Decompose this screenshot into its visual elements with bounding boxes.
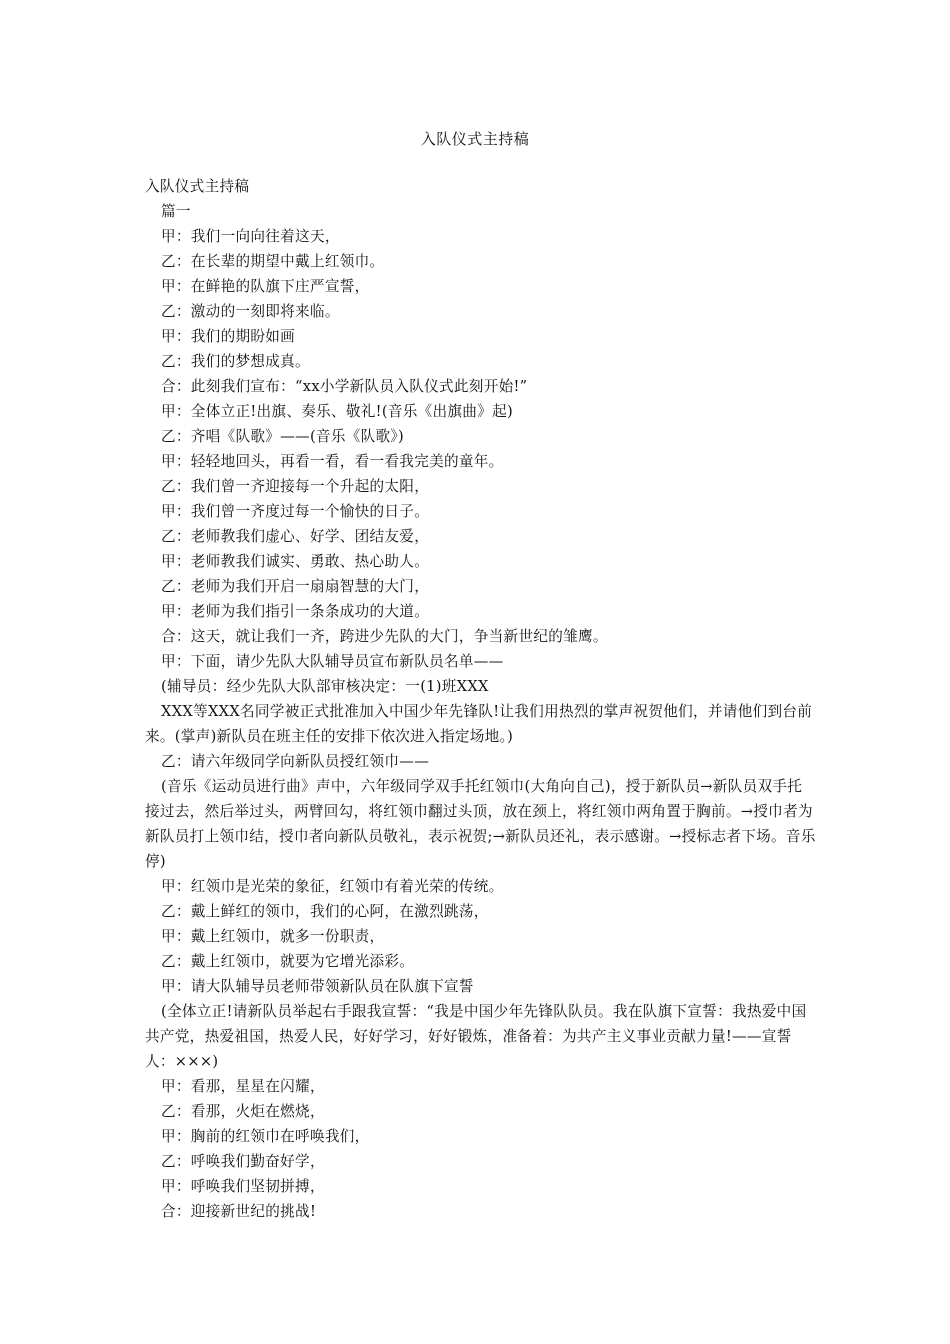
- script-line: 甲：我们曾一齐度过每一个愉快的日子。: [161, 503, 430, 520]
- script-line: 甲：下面，请少先队大队辅导员宣布新队员名单——: [161, 653, 504, 670]
- script-line: 乙：看那，火炬在燃烧，: [161, 1103, 325, 1120]
- script-line: 甲：我们一向向往着这天，: [161, 228, 340, 245]
- script-line: 乙：请六年级同学向新队员授红领巾——: [161, 753, 430, 770]
- script-line: 乙：老师教我们虚心、好学、团结友爱，: [161, 528, 430, 545]
- script-line: 甲：轻轻地回头，再看一看，看一看我完美的童年。: [161, 453, 504, 470]
- script-line: 合：迎接新世纪的挑战!: [161, 1203, 317, 1220]
- script-line: 甲：胸前的红领巾在呼唤我们，: [161, 1128, 370, 1145]
- script-line: 甲：呼唤我们坚韧拼搏，: [161, 1178, 325, 1195]
- script-line: 甲：请大队辅导员老师带领新队员在队旗下宣誓: [161, 978, 474, 995]
- script-line: (辅导员：经少先队大队部审核决定：一(1)班XXX: [161, 678, 489, 695]
- script-line: 乙：戴上鲜红的领巾，我们的心阿，在激烈跳荡，: [161, 903, 489, 920]
- script-line: 甲：看那，星星在闪耀，: [161, 1078, 325, 1095]
- script-line: 乙：激动的一刻即将来临。: [161, 303, 340, 320]
- script-line: 甲：老师为我们指引一条条成功的大道。: [161, 603, 430, 620]
- script-line: 合：此刻我们宣布：“xx小学新队员入队仪式此刻开始!”: [161, 378, 528, 395]
- script-paragraph: (全体立正!请新队员举起右手跟我宣誓：“我是中国少年先锋队队员。我在队旗下宣誓：我热爱中国共产党，热爱祖国，热爱人民，好好学习，好好锻炼，准备着：为共产主义事业贡献力量!——宣誓人：×××): [145, 1003, 807, 1070]
- script-line: 甲：在鲜艳的队旗下庄严宣誓，: [161, 278, 370, 295]
- script-line: 甲：戴上红领巾，就多一份职责，: [161, 928, 385, 945]
- page-title: 入队仪式主持稿: [420, 130, 530, 148]
- script-line: 乙：呼唤我们勤奋好学，: [161, 1153, 325, 1170]
- script-line: 甲：红领巾是光荣的象征，红领巾有着光荣的传统。: [161, 878, 504, 895]
- script-line: 乙：我们的梦想成真。: [161, 353, 310, 370]
- script-line: 合：这天，就让我们一齐，跨进少先队的大门，争当新世纪的雏鹰。: [161, 628, 608, 645]
- script-paragraph: (音乐《运动员进行曲》声中，六年级同学双手托红领巾(大角向自己)，授于新队员→新队员双手托接过去，然后举过头，两臂回勾，将红领巾翻过头顶，放在颈上，将红领巾两角置于胸前。→授巾者为新队员打上领巾结，授巾者向新队员敬礼，表示祝贺;→新队员还礼，表示感谢。→授标志者下场。音乐停): [145, 778, 816, 870]
- script-line: 乙：齐唱《队歌》——(音乐《队歌》): [161, 428, 404, 445]
- document-subtitle: 入队仪式主持稿: [145, 178, 250, 195]
- script-line: 甲：全体立正!出旗、奏乐、敬礼!(音乐《出旗曲》起): [161, 403, 513, 420]
- script-line: 甲：我们的期盼如画: [161, 328, 296, 345]
- script-line: 甲：老师教我们诚实、勇敢、热心助人。: [161, 553, 430, 570]
- script-line: 乙：老师为我们开启一扇扇智慧的大门，: [161, 578, 430, 595]
- script-line: 乙：在长辈的期望中戴上红领巾。: [161, 253, 385, 270]
- document-body: [145, 174, 817, 1224]
- script-line: 乙：戴上红领巾，就要为它增光添彩。: [161, 953, 415, 970]
- script-line: 乙：我们曾一齐迎接每一个升起的太阳，: [161, 478, 430, 495]
- script-paragraph: XXX等XXX名同学被正式批准加入中国少年先锋队!让我们用热烈的掌声祝贺他们，并请他们到台前来。(掌声)新队员在班主任的安排下依次进入指定场地。): [145, 703, 813, 745]
- section-heading: 篇一: [161, 203, 191, 220]
